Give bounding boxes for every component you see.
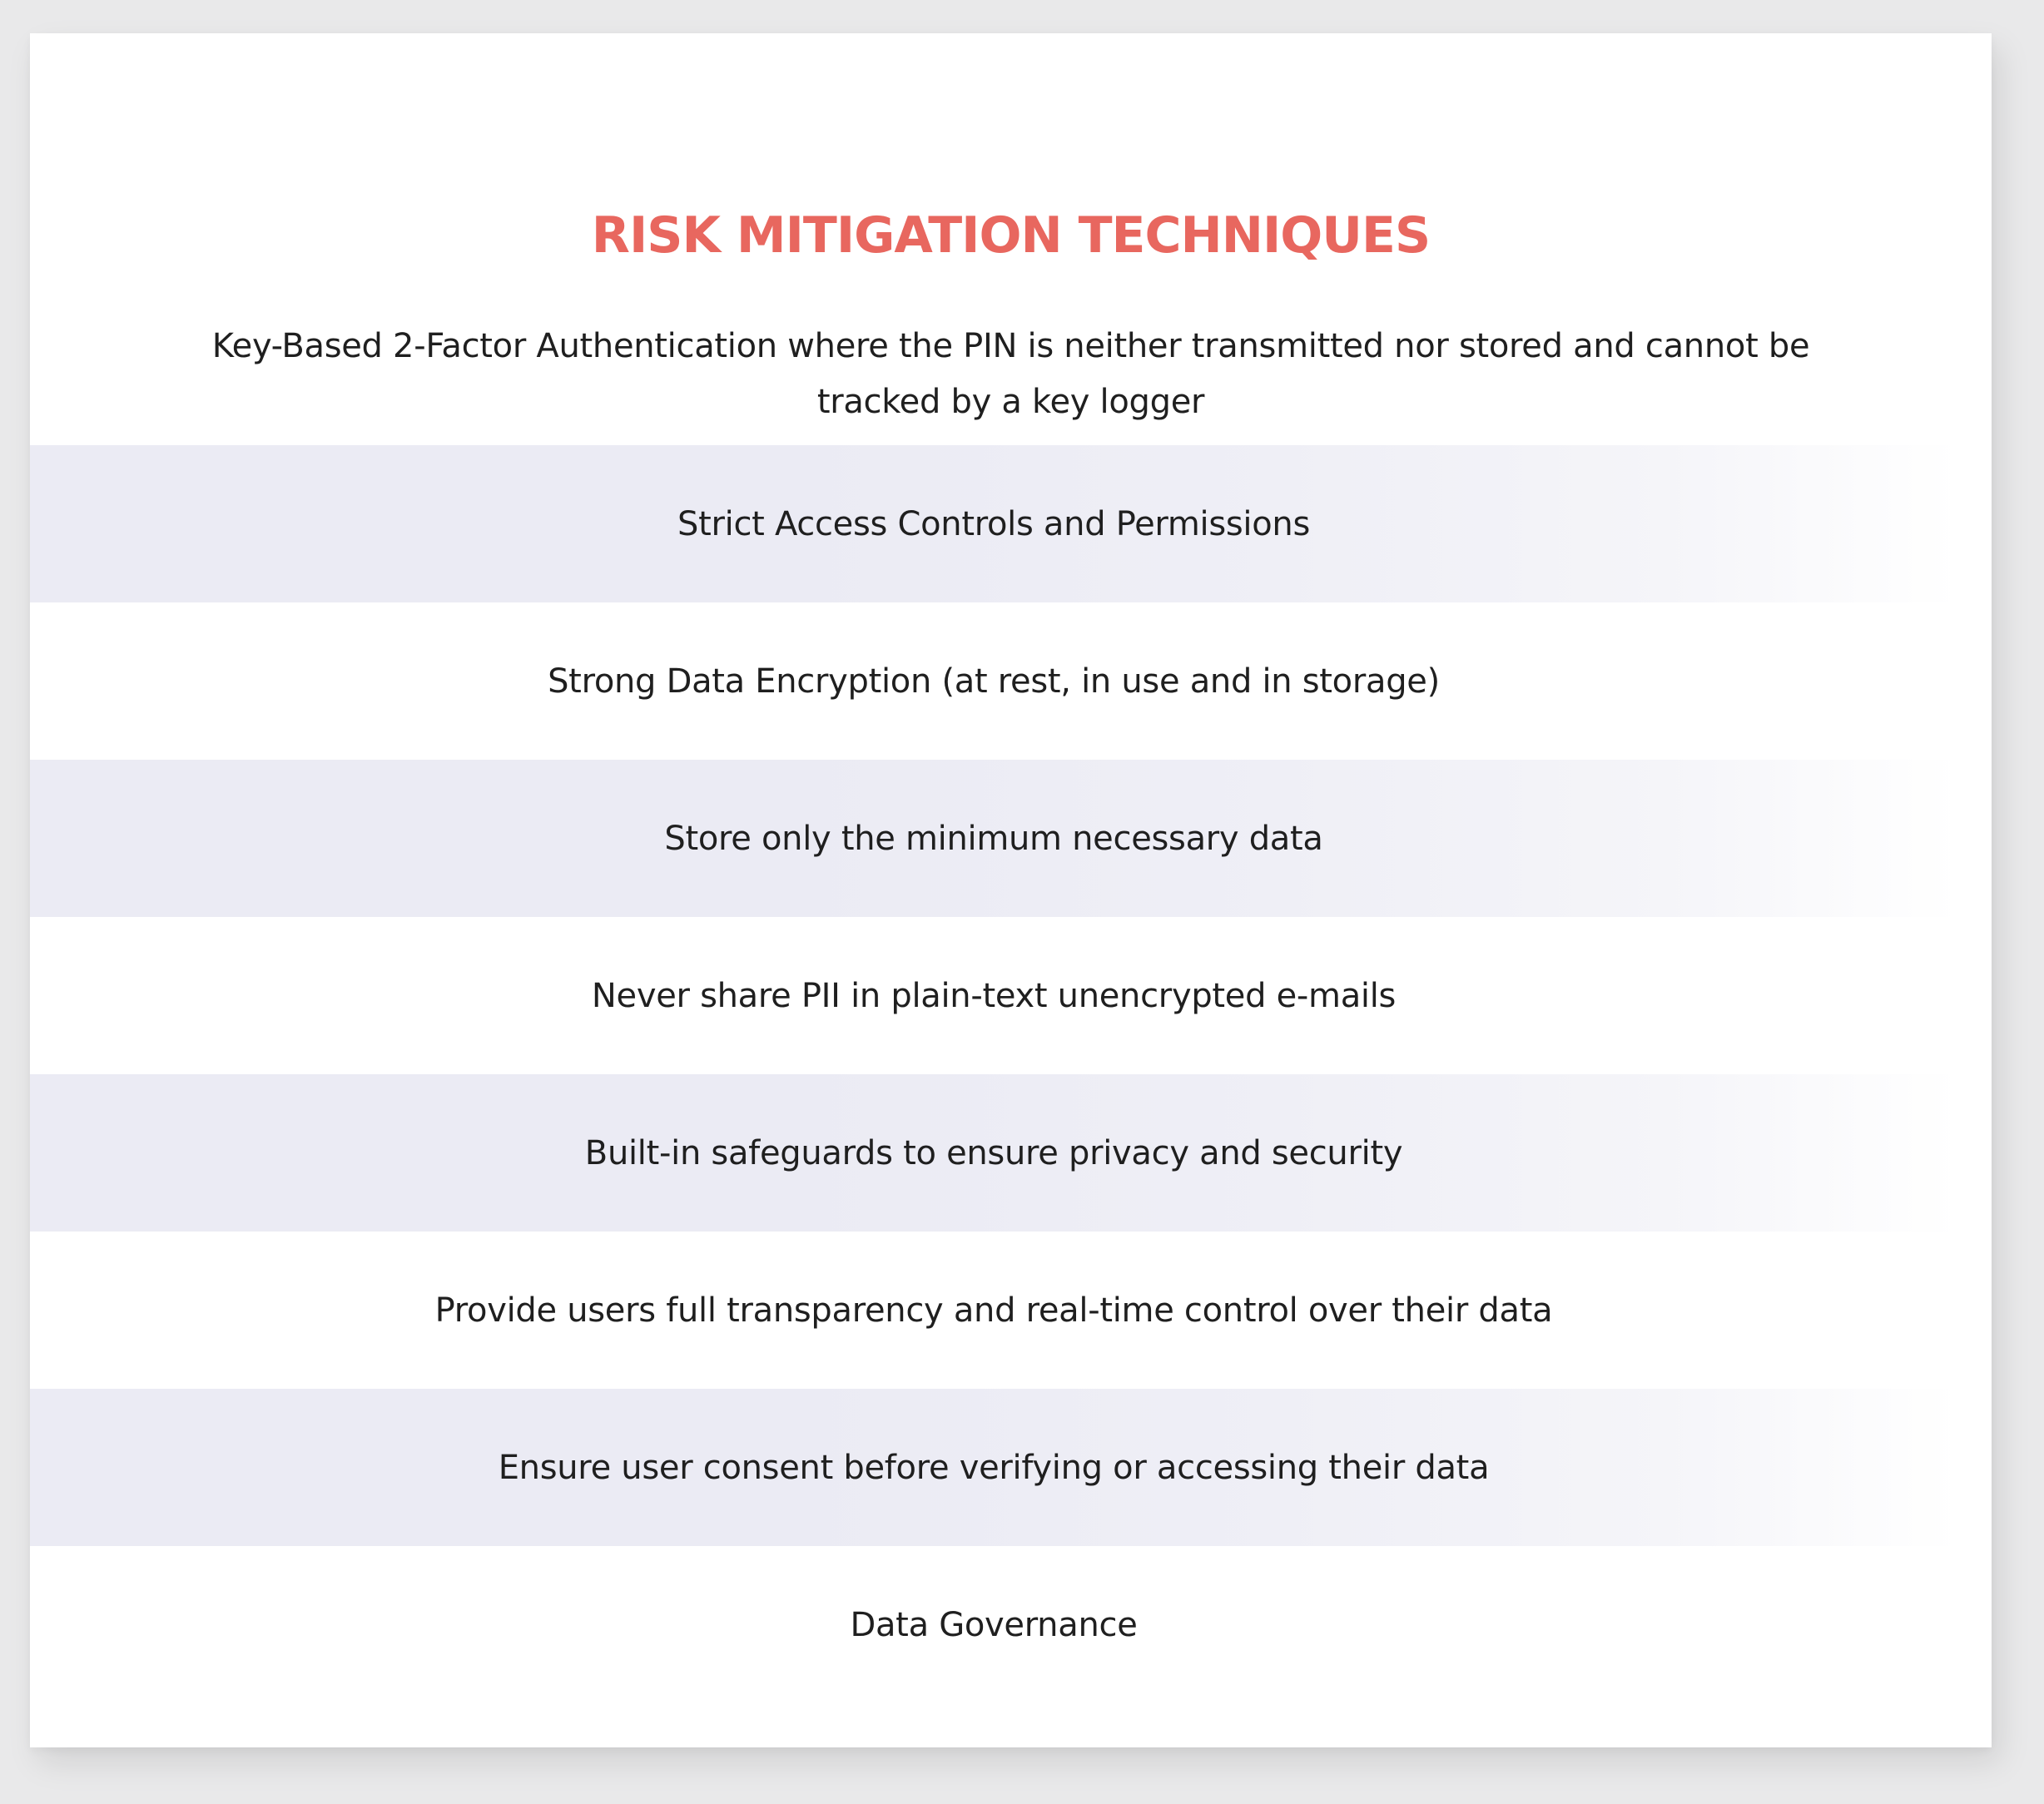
techniques-list [30, 445, 1957, 1703]
techniques-card [30, 33, 1992, 1747]
list-item: Provide users full transparency and real-time control over their data [30, 1232, 1957, 1389]
list-item: Never share PII in plain-text unencrypted e-mails [30, 917, 1957, 1074]
list-item: Built-in safeguards to ensure privacy and security [30, 1074, 1957, 1232]
list-item: Data Governance [30, 1546, 1957, 1703]
list-item: Store only the minimum necessary data [30, 760, 1957, 917]
intro-text: Key-Based 2-Factor Authentication where the PIN is neither transmitted nor stored and cannot be tracked by a key logger [211, 327, 1810, 421]
list-item: Strict Access Controls and Permissions [30, 445, 1957, 602]
list-item: Strong Data Encryption (at rest, in use and in storage) [30, 602, 1957, 760]
list-item: Ensure user consent before verifying or accessing their data [30, 1389, 1957, 1546]
page-title: RISK MITIGATION TECHNIQUES [591, 206, 1431, 265]
